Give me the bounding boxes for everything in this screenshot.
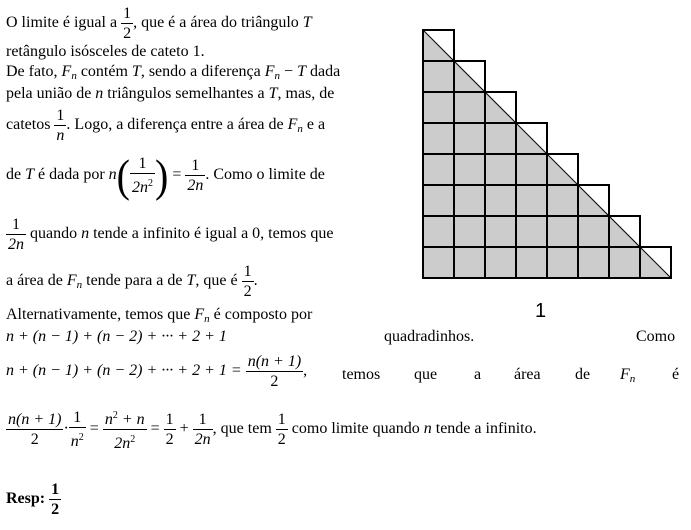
text-line-4: pela união de n triângulos semelhantes a T, mas, de [6,85,335,102]
word: é [672,366,680,383]
text-line-1 [6,4,312,43]
text-line-12: $\frac{n(n + 1)}{2}$ · $\frac{1}{n^2}$ = $\frac{n^2 + n}{2n^2}$ = $\frac{1}{2}$ + $\frac{1}{2n}$ , que tem $\frac{1}{2}$ como limite quando n tende a infinito. [6,406,537,453]
text-line-10-b: Como [636,328,676,345]
word: a [474,366,482,383]
text-line-11: n + (n − 1) + (n − 2) + ··· + 2 + 1 = $\frac{n(n + 1)}{2}$ , [6,353,308,390]
text-line-2: retângulo isósceles de cateto 1. [6,43,205,60]
word: que [414,366,438,383]
text-line-8: a área de $F_n$ tende para a de T, que é $\frac{1}{2}$ . [6,263,258,300]
text-line-10-a: quadradinhos. [384,328,475,345]
text-line-5: catetos $\frac{1}{n}$ . Logo, a diferença entre a área de $F_n$ e a [6,107,326,144]
symbol-T: T [302,14,312,32]
word-Fn: $F_n$ [620,366,636,385]
text-line-9: Alternativamente, temos que $F_n$ é composto por [6,306,313,325]
fraction-half: $\frac{1}{2}$ [123,5,132,42]
text: , que é a área do triângulo [133,14,299,32]
staircase-figure [415,20,677,300]
text-line-10-expr: n + (n − 1) + (n − 2) + ··· + 2 + 1 [6,328,227,345]
text-line-3: De fato, $F_n$ contém T, sendo a diferença $F_n - T$ dada [6,63,341,82]
word: de [575,366,591,383]
text-line-7: $\frac{1}{2n}$ quando n tende a infinito é igual a 0, temos que [8,216,334,253]
answer: Resp: $\frac{1}{2}$ [6,481,60,518]
scale-label: 1 [535,300,547,322]
word: área [514,366,541,383]
word: temos [342,366,381,383]
text-line-6: de T é dada por n( $\frac{1}{2n^2}$ ) = $\frac{1}{2n}$ . Como o limite de [6,149,325,201]
text: O limite é igual a [6,14,118,32]
